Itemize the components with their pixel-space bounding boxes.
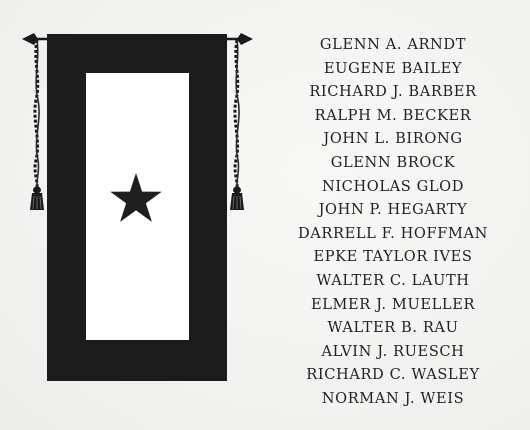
- honor-roll-name: NICHOLAS GLOD: [321, 177, 465, 195]
- left-cord-tassel: [30, 40, 44, 210]
- honor-roll-name: ELMER J. MUELLER: [310, 295, 476, 313]
- rod-finial-left-icon: [22, 33, 38, 45]
- honor-roll-name: JOHN L. BIRONG: [323, 130, 463, 148]
- honor-roll-name: NORMAN J. WEIS: [321, 389, 465, 407]
- honor-roll-name: RALPH M. BECKER: [314, 106, 472, 124]
- honor-roll-name: JOHN P. HEGARTY: [318, 201, 468, 219]
- honor-roll-name: GLENN A. ARNDT: [319, 36, 467, 53]
- honor-roll-name: WALTER B. RAU: [327, 319, 459, 337]
- honor-roll-name: ALVIN J. RUESCH: [321, 342, 465, 360]
- honor-roll-name: RICHARD J. BARBER: [309, 83, 477, 101]
- honor-roll-names: [278, 33, 508, 411]
- right-cord-tassel: [230, 40, 244, 210]
- honor-roll-name: EUGENE BAILEY: [323, 59, 463, 77]
- honor-roll-name: GLENN BROCK: [330, 153, 456, 171]
- rod-finial-right-icon: [237, 33, 253, 45]
- honor-roll-name: DARRELL F. HOFFMAN: [297, 224, 488, 242]
- honor-roll-name: RICHARD C. WASLEY: [306, 366, 480, 384]
- honor-roll-name: EPKE TAYLOR IVES: [313, 248, 473, 266]
- honor-roll-name: WALTER C. LAUTH: [316, 271, 470, 289]
